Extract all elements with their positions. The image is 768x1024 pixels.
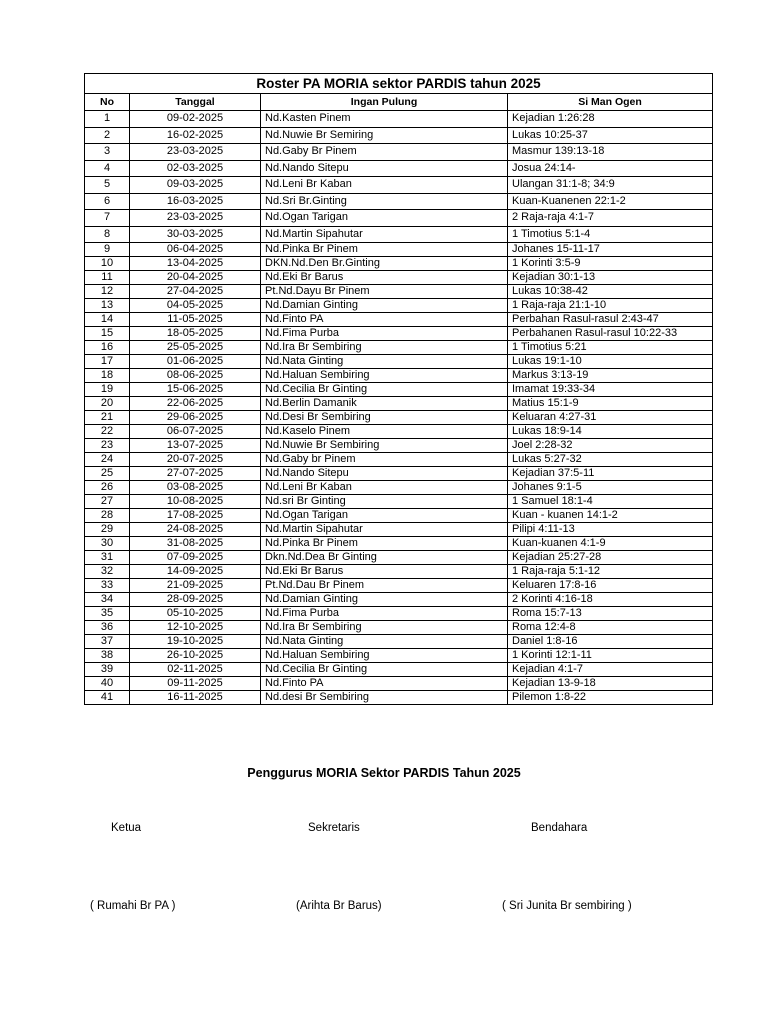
row-reading: Kuan-Kuanenen 22:1-2 (508, 193, 713, 210)
table-row (85, 635, 713, 649)
row-no: 29 (85, 523, 130, 537)
row-date: 30-03-2025 (130, 226, 261, 243)
row-name: Nd.Martin Sipahutar (261, 226, 508, 243)
row-reading: Perbahan Rasul-rasul 2:43-47 (508, 313, 713, 327)
row-name: Nd.Nuwie Br Sembiring (261, 439, 508, 453)
row-no: 28 (85, 509, 130, 523)
row-date: 29-06-2025 (130, 411, 261, 425)
row-name: Nd.Gaby br Pinem (261, 453, 508, 467)
row-reading: Kejadian 25:27-28 (508, 551, 713, 565)
row-reading: Imamat 19:33-34 (508, 383, 713, 397)
table-title-row (85, 74, 713, 94)
row-reading: Kejadian 13-9-18 (508, 677, 713, 691)
row-reading: Roma 15:7-13 (508, 607, 713, 621)
row-reading: 1 Raja-raja 5:1-12 (508, 565, 713, 579)
table-row (85, 649, 713, 663)
row-name: Nd.Ogan Tarigan (261, 509, 508, 523)
table-row (85, 537, 713, 551)
row-date: 09-02-2025 (130, 111, 261, 128)
row-date: 14-09-2025 (130, 565, 261, 579)
row-reading: Johanes 9:1-5 (508, 481, 713, 495)
row-reading: Lukas 18:9-14 (508, 425, 713, 439)
table-row (85, 355, 713, 369)
row-date: 24-08-2025 (130, 523, 261, 537)
row-no: 35 (85, 607, 130, 621)
table-row (85, 509, 713, 523)
table-row (85, 341, 713, 355)
row-name: Nd.Eki Br Barus (261, 565, 508, 579)
row-date: 23-03-2025 (130, 210, 261, 227)
row-name: Nd.Pinka Br Pinem (261, 537, 508, 551)
row-name: Nd.Finto PA (261, 677, 508, 691)
row-name: Nd.Martin Sipahutar (261, 523, 508, 537)
row-reading: Lukas 10:38-42 (508, 285, 713, 299)
row-reading: Matius 15:1-9 (508, 397, 713, 411)
row-name: Pt.Nd.Dau Br Pinem (261, 579, 508, 593)
row-reading: Perbahanen Rasul-rasul 10:22-33 (508, 327, 713, 341)
row-date: 01-06-2025 (130, 355, 261, 369)
row-no: 17 (85, 355, 130, 369)
table-row (85, 369, 713, 383)
table-title: Roster PA MORIA sektor PARDIS tahun 2025 (85, 74, 713, 94)
row-reading: Roma 12:4-8 (508, 621, 713, 635)
row-reading: 1 Timotius 5:21 (508, 341, 713, 355)
row-no: 38 (85, 649, 130, 663)
table-row (85, 691, 713, 705)
table-row (85, 411, 713, 425)
row-date: 09-11-2025 (130, 677, 261, 691)
row-date: 15-06-2025 (130, 383, 261, 397)
row-reading: Pilemon 1:8-22 (508, 691, 713, 705)
row-no: 18 (85, 369, 130, 383)
row-name: Nd.Haluan Sembiring (261, 369, 508, 383)
row-name: Nd.Nata Ginting (261, 635, 508, 649)
column-header-si-man-ogen: Si Man Ogen (508, 94, 713, 111)
row-no: 33 (85, 579, 130, 593)
row-reading: Lukas 19:1-10 (508, 355, 713, 369)
row-no: 1 (85, 111, 130, 128)
row-name: Nd.Sri Br.Ginting (261, 193, 508, 210)
table-row (85, 144, 713, 161)
row-no: 2 (85, 127, 130, 144)
row-no: 16 (85, 341, 130, 355)
row-name: Nd.Nata Ginting (261, 355, 508, 369)
row-name: Nd.Ira Br Sembiring (261, 341, 508, 355)
row-date: 16-11-2025 (130, 691, 261, 705)
table-row (85, 111, 713, 128)
row-no: 9 (85, 243, 130, 257)
table-row (85, 299, 713, 313)
row-reading: Kejadian 37:5-11 (508, 467, 713, 481)
table-row (85, 439, 713, 453)
table-row (85, 579, 713, 593)
row-no: 4 (85, 160, 130, 177)
row-date: 21-09-2025 (130, 579, 261, 593)
row-date: 31-08-2025 (130, 537, 261, 551)
bendahara-label: Bendahara (531, 822, 588, 834)
table-row (85, 467, 713, 481)
ketua-name: ( Rumahi Br PA ) (90, 900, 176, 912)
row-reading: Keluaran 4:27-31 (508, 411, 713, 425)
row-name: Nd.Kaselo Pinem (261, 425, 508, 439)
row-date: 10-08-2025 (130, 495, 261, 509)
roster-table (84, 73, 713, 705)
row-date: 12-10-2025 (130, 621, 261, 635)
row-date: 13-04-2025 (130, 257, 261, 271)
row-no: 3 (85, 144, 130, 161)
row-reading: Kejadian 1:26:28 (508, 111, 713, 128)
row-date: 22-06-2025 (130, 397, 261, 411)
row-reading: Joel 2:28-32 (508, 439, 713, 453)
row-name: DKN.Nd.Den Br.Ginting (261, 257, 508, 271)
row-no: 15 (85, 327, 130, 341)
table-row (85, 271, 713, 285)
row-no: 32 (85, 565, 130, 579)
table-row (85, 523, 713, 537)
table-row (85, 313, 713, 327)
row-no: 14 (85, 313, 130, 327)
row-date: 16-02-2025 (130, 127, 261, 144)
table-row (85, 177, 713, 194)
row-name: Nd.Kasten Pinem (261, 111, 508, 128)
row-name: Nd.Haluan Sembiring (261, 649, 508, 663)
table-row (85, 160, 713, 177)
row-no: 39 (85, 663, 130, 677)
row-date: 20-07-2025 (130, 453, 261, 467)
column-header-ingan-pulung: Ingan Pulung (261, 94, 508, 111)
row-name: Nd.Damian Ginting (261, 299, 508, 313)
row-no: 11 (85, 271, 130, 285)
row-date: 16-03-2025 (130, 193, 261, 210)
row-reading: 2 Korinti 4:16-18 (508, 593, 713, 607)
sekretaris-name: (Arihta Br Barus) (296, 900, 382, 912)
row-date: 07-09-2025 (130, 551, 261, 565)
row-date: 04-05-2025 (130, 299, 261, 313)
row-reading: 1 Samuel 18:1-4 (508, 495, 713, 509)
row-name: Nd.desi Br Sembiring (261, 691, 508, 705)
table-row (85, 243, 713, 257)
row-name: Nd.Cecilia Br Ginting (261, 663, 508, 677)
row-date: 02-11-2025 (130, 663, 261, 677)
row-date: 17-08-2025 (130, 509, 261, 523)
row-date: 25-05-2025 (130, 341, 261, 355)
table-row (85, 481, 713, 495)
row-name: Pt.Nd.Dayu Br Pinem (261, 285, 508, 299)
row-date: 06-07-2025 (130, 425, 261, 439)
row-no: 26 (85, 481, 130, 495)
row-name: Nd.Finto PA (261, 313, 508, 327)
row-name: Nd.Desi Br Sembiring (261, 411, 508, 425)
row-name: Nd.Gaby Br Pinem (261, 144, 508, 161)
row-name: Nd.Fima Purba (261, 607, 508, 621)
row-name: Dkn.Nd.Dea Br Ginting (261, 551, 508, 565)
row-name: Nd.Berlin Damanik (261, 397, 508, 411)
row-date: 27-04-2025 (130, 285, 261, 299)
row-name: Nd.Fima Purba (261, 327, 508, 341)
row-name: Nd.Leni Br Kaban (261, 177, 508, 194)
row-reading: Johanes 15-11-17 (508, 243, 713, 257)
row-no: 24 (85, 453, 130, 467)
row-no: 27 (85, 495, 130, 509)
table-row (85, 453, 713, 467)
table-row (85, 593, 713, 607)
committee-title: Penggurus MORIA Sektor PARDIS Tahun 2025 (247, 766, 521, 780)
row-date: 09-03-2025 (130, 177, 261, 194)
row-date: 18-05-2025 (130, 327, 261, 341)
table-row (85, 285, 713, 299)
row-no: 21 (85, 411, 130, 425)
table-row (85, 397, 713, 411)
row-date: 20-04-2025 (130, 271, 261, 285)
row-reading: Pilipi 4:11-13 (508, 523, 713, 537)
table-row (85, 551, 713, 565)
row-no: 30 (85, 537, 130, 551)
row-name: Nd.Ira Br Sembiring (261, 621, 508, 635)
table-row (85, 677, 713, 691)
row-reading: Kuan-kuanen 4:1-9 (508, 537, 713, 551)
column-header-no: No (85, 94, 130, 111)
row-no: 22 (85, 425, 130, 439)
row-no: 6 (85, 193, 130, 210)
table-row (85, 210, 713, 227)
row-date: 23-03-2025 (130, 144, 261, 161)
row-no: 10 (85, 257, 130, 271)
row-no: 20 (85, 397, 130, 411)
column-header-tanggal: Tanggal (130, 94, 261, 111)
table-row (85, 193, 713, 210)
table-row (85, 327, 713, 341)
table-row (85, 663, 713, 677)
row-date: 06-04-2025 (130, 243, 261, 257)
row-date: 11-05-2025 (130, 313, 261, 327)
row-date: 26-10-2025 (130, 649, 261, 663)
row-name: Nd.Damian Ginting (261, 593, 508, 607)
row-reading: 1 Raja-raja 21:1-10 (508, 299, 713, 313)
table-row (85, 425, 713, 439)
row-no: 34 (85, 593, 130, 607)
row-reading: Masmur 139:13-18 (508, 144, 713, 161)
row-no: 7 (85, 210, 130, 227)
table-row (85, 127, 713, 144)
row-name: Nd.Eki Br Barus (261, 271, 508, 285)
table-row (85, 607, 713, 621)
row-date: 13-07-2025 (130, 439, 261, 453)
row-reading: 1 Korinti 12:1-11 (508, 649, 713, 663)
row-name: Nd.Leni Br Kaban (261, 481, 508, 495)
row-reading: Daniel 1:8-16 (508, 635, 713, 649)
row-reading: 1 Korinti 3:5-9 (508, 257, 713, 271)
row-no: 13 (85, 299, 130, 313)
row-no: 36 (85, 621, 130, 635)
row-name: Nd.Nuwie Br Semiring (261, 127, 508, 144)
row-name: Nd.Nando Sitepu (261, 467, 508, 481)
row-date: 02-03-2025 (130, 160, 261, 177)
table-row (85, 383, 713, 397)
row-reading: Kejadian 30:1-13 (508, 271, 713, 285)
row-date: 08-06-2025 (130, 369, 261, 383)
row-reading: 1 Timotius 5:1-4 (508, 226, 713, 243)
table-row (85, 621, 713, 635)
row-no: 31 (85, 551, 130, 565)
row-reading: Ulangan 31:1-8; 34:9 (508, 177, 713, 194)
ketua-label: Ketua (111, 822, 142, 834)
row-name: Nd.Pinka Br Pinem (261, 243, 508, 257)
row-no: 12 (85, 285, 130, 299)
row-reading: 2 Raja-raja 4:1-7 (508, 210, 713, 227)
row-no: 40 (85, 677, 130, 691)
row-reading: Kejadian 4:1-7 (508, 663, 713, 677)
row-date: 27-07-2025 (130, 467, 261, 481)
row-name: Nd.Nando Sitepu (261, 160, 508, 177)
row-reading: Lukas 10:25-37 (508, 127, 713, 144)
row-name: Nd.sri Br Ginting (261, 495, 508, 509)
table-row (85, 565, 713, 579)
row-reading: Kuan - kuanen 14:1-2 (508, 509, 713, 523)
row-no: 8 (85, 226, 130, 243)
sekretaris-label: Sekretaris (308, 822, 360, 834)
row-date: 28-09-2025 (130, 593, 261, 607)
row-reading: Lukas 5:27-32 (508, 453, 713, 467)
row-name: Nd.Ogan Tarigan (261, 210, 508, 227)
table-header-row (85, 94, 713, 111)
row-no: 19 (85, 383, 130, 397)
row-date: 19-10-2025 (130, 635, 261, 649)
row-reading: Keluaren 17:8-16 (508, 579, 713, 593)
row-no: 41 (85, 691, 130, 705)
bendahara-name: ( Sri Junita Br sembiring ) (502, 900, 632, 912)
row-no: 5 (85, 177, 130, 194)
row-date: 05-10-2025 (130, 607, 261, 621)
row-reading: Josua 24:14- (508, 160, 713, 177)
table-row (85, 495, 713, 509)
row-no: 37 (85, 635, 130, 649)
table-row (85, 226, 713, 243)
row-date: 03-08-2025 (130, 481, 261, 495)
row-no: 23 (85, 439, 130, 453)
row-no: 25 (85, 467, 130, 481)
table-row (85, 257, 713, 271)
row-name: Nd.Cecilia Br Ginting (261, 383, 508, 397)
row-reading: Markus 3:13-19 (508, 369, 713, 383)
